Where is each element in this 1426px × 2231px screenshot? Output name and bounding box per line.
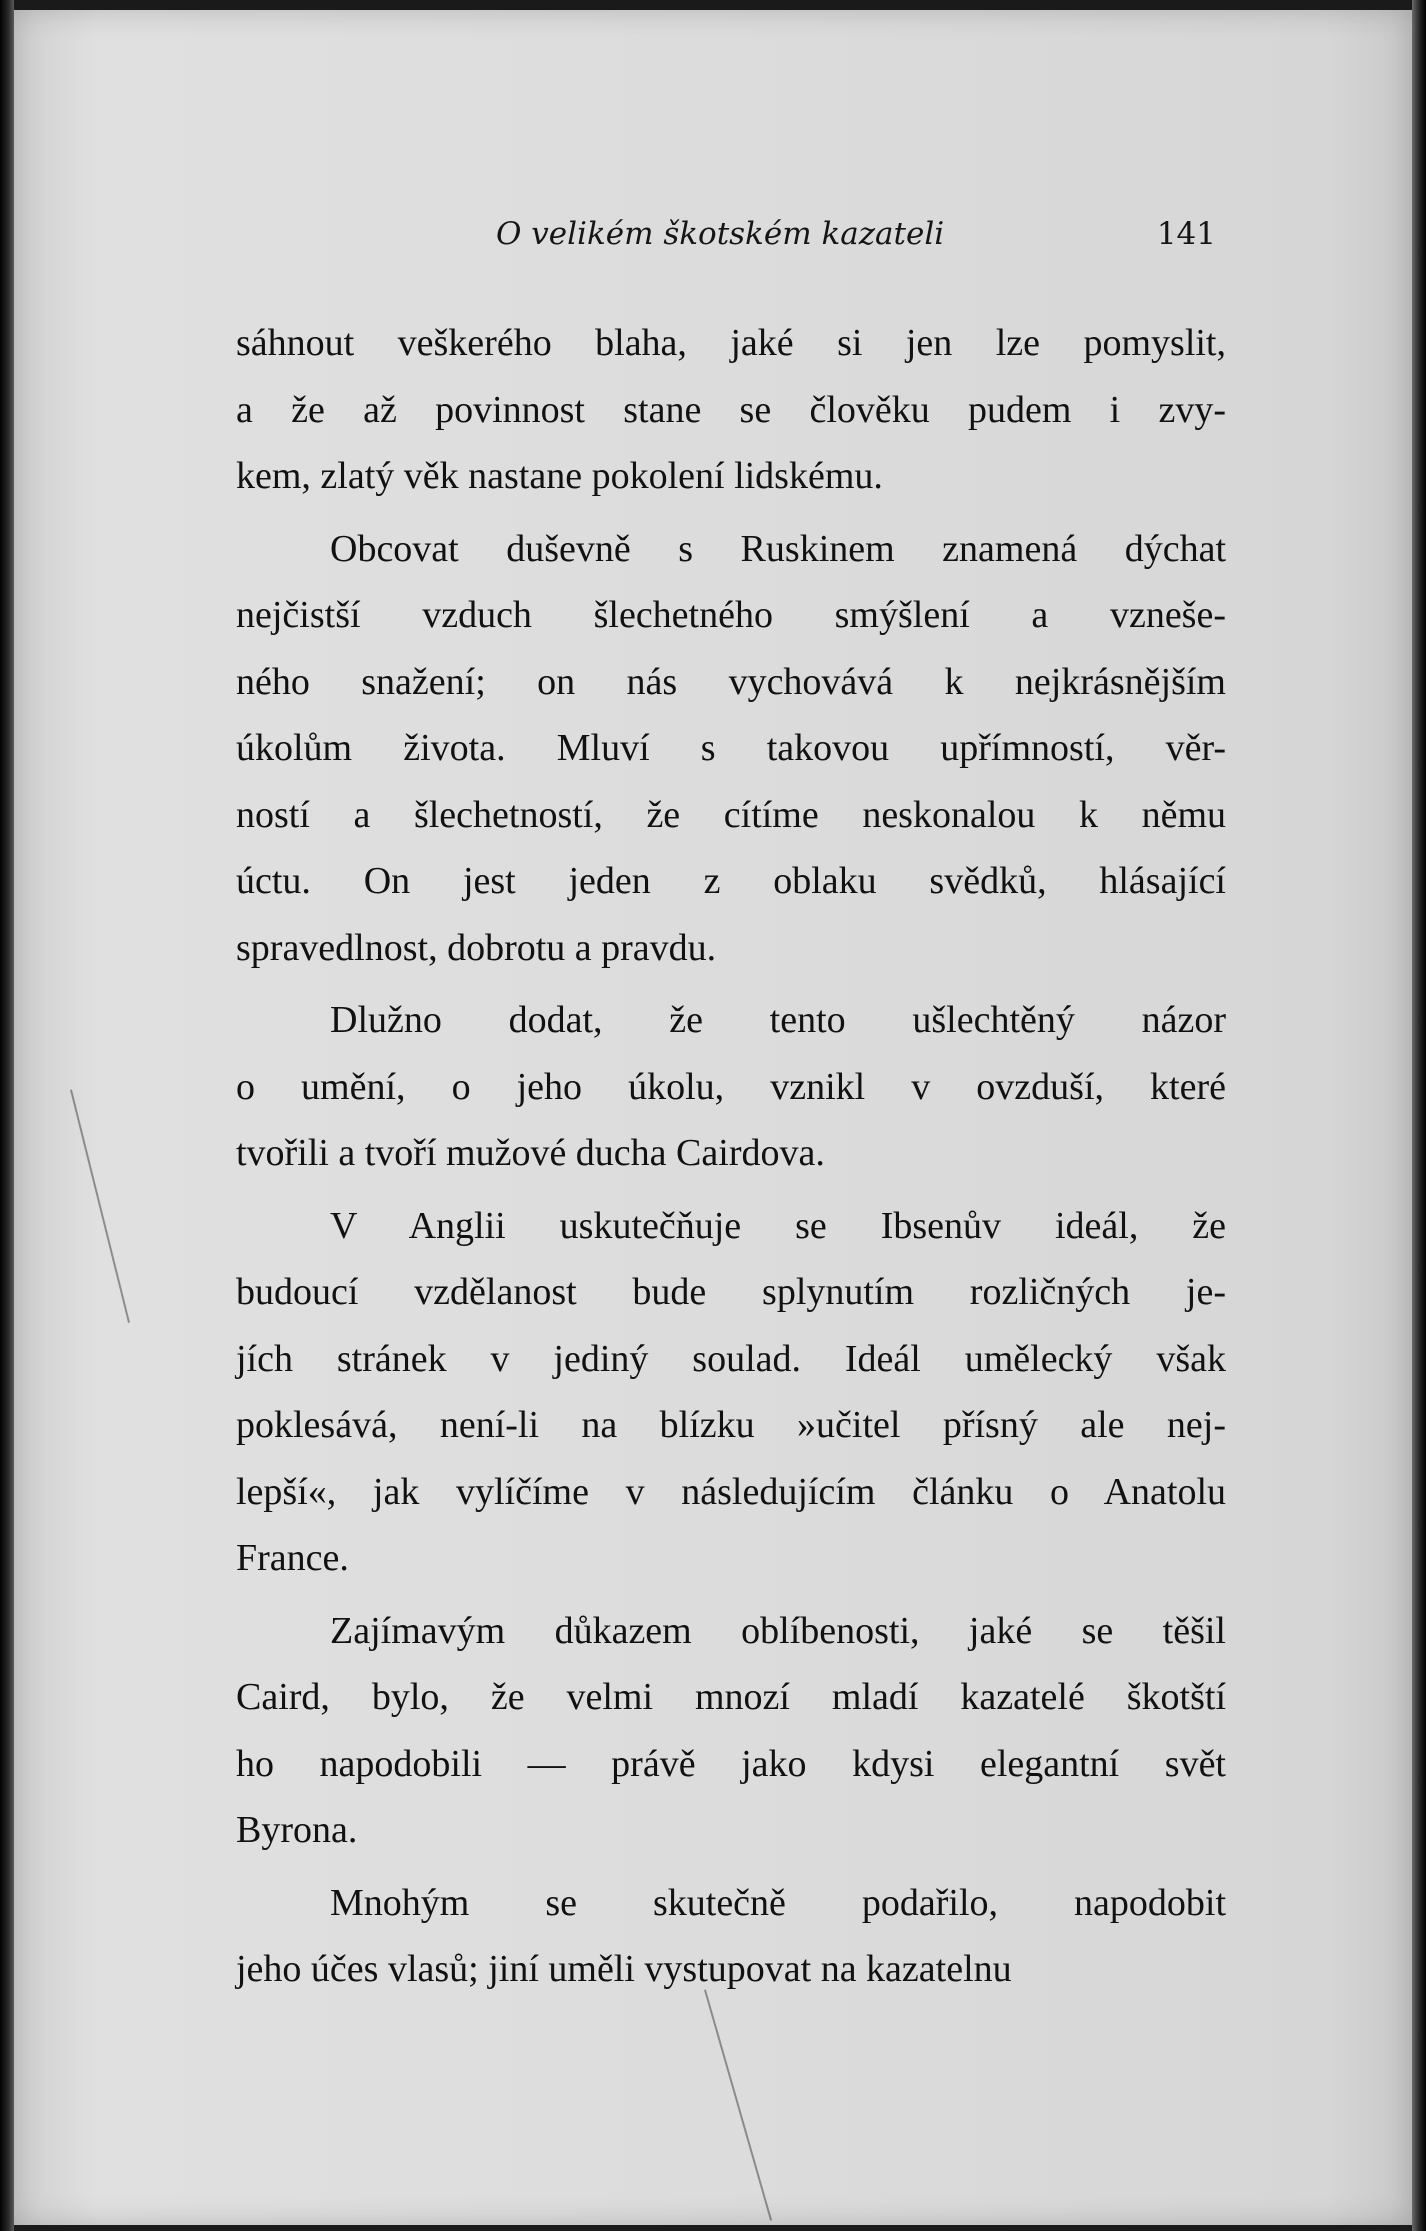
text-line: budoucí vzdělanost bude splynutím rozličných je- bbox=[236, 1271, 1226, 1313]
text-line: ho napodobili — právě jako kdysi elegantní svět bbox=[236, 1742, 1226, 1785]
text-line: Byrona. bbox=[236, 1809, 358, 1851]
text-line: jích stránek v jediný soulad. Ideál umělecký však bbox=[236, 1337, 1226, 1380]
scan-left-edge bbox=[0, 0, 14, 2231]
page-number: 141 bbox=[1156, 216, 1216, 252]
text-line: spravedlnost, dobrotu a pravdu. bbox=[236, 926, 717, 969]
text-line: sáhnout veškerého blaha, jaké si jen lze pomyslit, bbox=[236, 322, 1226, 364]
paragraph bbox=[236, 1598, 1226, 1864]
text-line: Dlužno dodat, že tento ušlechtěný názor bbox=[330, 999, 1226, 1041]
text-line: jeho účes vlasů; jiní uměli vystupovat na kazatelnu bbox=[236, 1948, 1012, 1990]
text-line: lepší«, jak vylíčíme v následujícím článku o Anatolu bbox=[236, 1470, 1226, 1513]
text-line: kem, zlatý věk nastane pokolení lidskému. bbox=[236, 455, 883, 497]
text-line: tvořili a tvoří mužové ducha Cairdova. bbox=[236, 1132, 825, 1174]
text-line: nejčistší vzduch šlechetného smýšlení a vzneše- bbox=[236, 594, 1226, 636]
text-line: a že až povinnost stane se člověku pudem i zvy- bbox=[236, 388, 1226, 431]
text-line: úkolům života. Mluví s takovou upřímností, věr- bbox=[236, 727, 1226, 769]
text-line: Obcovat duševně s Ruskinem znamená dýchat bbox=[330, 527, 1226, 570]
body-text bbox=[236, 310, 1226, 2003]
text-line: ného snažení; on nás vychovává k nejkrásnějším bbox=[236, 660, 1226, 703]
paragraph bbox=[236, 987, 1226, 1187]
paragraph bbox=[236, 1193, 1226, 1592]
text-line: úctu. On jest jeden z oblaku svědků, hlásající bbox=[236, 860, 1226, 902]
paragraph bbox=[236, 516, 1226, 982]
text-line: V Anglii uskutečňuje se Ibsenův ideál, že bbox=[330, 1204, 1226, 1247]
text-line: Zajímavým důkazem oblíbenosti, jaké se těšil bbox=[330, 1609, 1226, 1652]
text-line: Caird, bylo, že velmi mnozí mladí kazatelé škotští bbox=[236, 1676, 1226, 1718]
text-line: France. bbox=[236, 1537, 349, 1579]
paper-crease-mark bbox=[70, 1090, 130, 1323]
text-line: Mnohým se skutečně podařilo, napodobit bbox=[330, 1881, 1226, 1924]
paragraph bbox=[236, 310, 1226, 510]
text-line: poklesává, není-li na blízku »učitel přísný ale nej- bbox=[236, 1404, 1226, 1446]
paragraph bbox=[236, 1870, 1226, 2003]
running-title: O velikém škotském kazateli bbox=[496, 216, 945, 252]
page-header bbox=[236, 216, 1236, 256]
paper-crease-mark bbox=[704, 1989, 772, 2220]
text-line: o umění, o jeho úkolu, vznikl v ovzduší, které bbox=[236, 1065, 1226, 1108]
scan-right-edge bbox=[1412, 0, 1426, 2231]
text-line: ností a šlechetností, že cítíme neskonalou k němu bbox=[236, 793, 1226, 836]
